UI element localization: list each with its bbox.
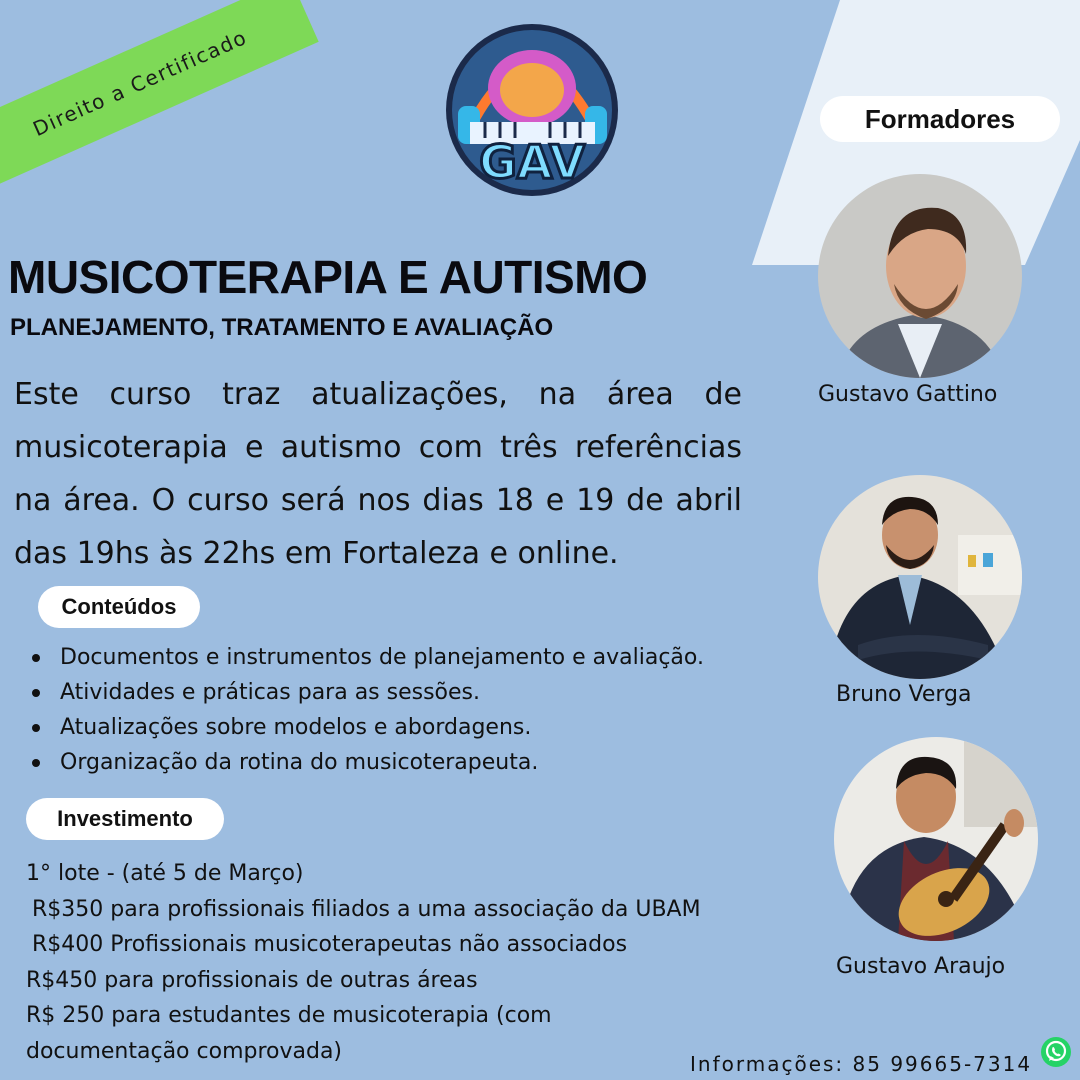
price-line: R$450 para profissionais de outras áreas — [26, 967, 478, 993]
list-item: Atividades e práticas para as sessões. — [30, 675, 704, 710]
conteudos-list — [30, 640, 704, 780]
avatar — [818, 475, 1022, 679]
course-subtitle: PLANEJAMENTO, TRATAMENTO E AVALIAÇÃO — [10, 314, 554, 341]
logo-text: GAV — [479, 135, 585, 189]
avatar — [834, 737, 1038, 941]
whatsapp-icon[interactable] — [1040, 1036, 1072, 1068]
investimento-badge: Investimento — [26, 798, 224, 840]
price-line: R$ 250 para estudantes de musicoterapia (com — [26, 1003, 552, 1028]
avatar — [818, 174, 1022, 378]
conteudos-badge: Conteúdos — [38, 586, 200, 628]
price-list — [26, 856, 701, 1069]
list-item: Organização da rotina do musicoterapeuta. — [30, 745, 704, 780]
list-item: Atualizações sobre modelos e abordagens. — [30, 710, 704, 745]
formador-name: Gustavo Gattino — [818, 382, 998, 407]
course-description: Este curso traz atualizações, na área de musicoterapia e autismo com três referências na área. O curso será nos dias 18 e 19 de abril das 19hs às 22hs em Fortaleza e online. — [14, 377, 742, 571]
contact-info: Informações: 85 99665-7314 — [690, 1052, 1033, 1076]
formador-name: Gustavo Araujo — [836, 954, 1006, 979]
ribbon-text: Direito a Certificado — [29, 24, 251, 142]
price-line: documentação comprovada) — [26, 1038, 343, 1064]
formadores-badge: Formadores — [820, 96, 1060, 142]
lote-line: 1° lote - (até 5 de Março) — [26, 861, 304, 886]
price-line: R$400 Profissionais musicoterapeutas não associados — [32, 932, 628, 957]
formador-name: Bruno Verga — [836, 682, 972, 707]
list-item: Documentos e instrumentos de planejamento e avaliação. — [30, 640, 704, 675]
course-title: MUSICOTERAPIA E AUTISMO — [8, 251, 648, 303]
gav-logo — [440, 18, 625, 198]
price-line: R$350 para profissionais filiados a uma associação da UBAM — [32, 896, 701, 922]
